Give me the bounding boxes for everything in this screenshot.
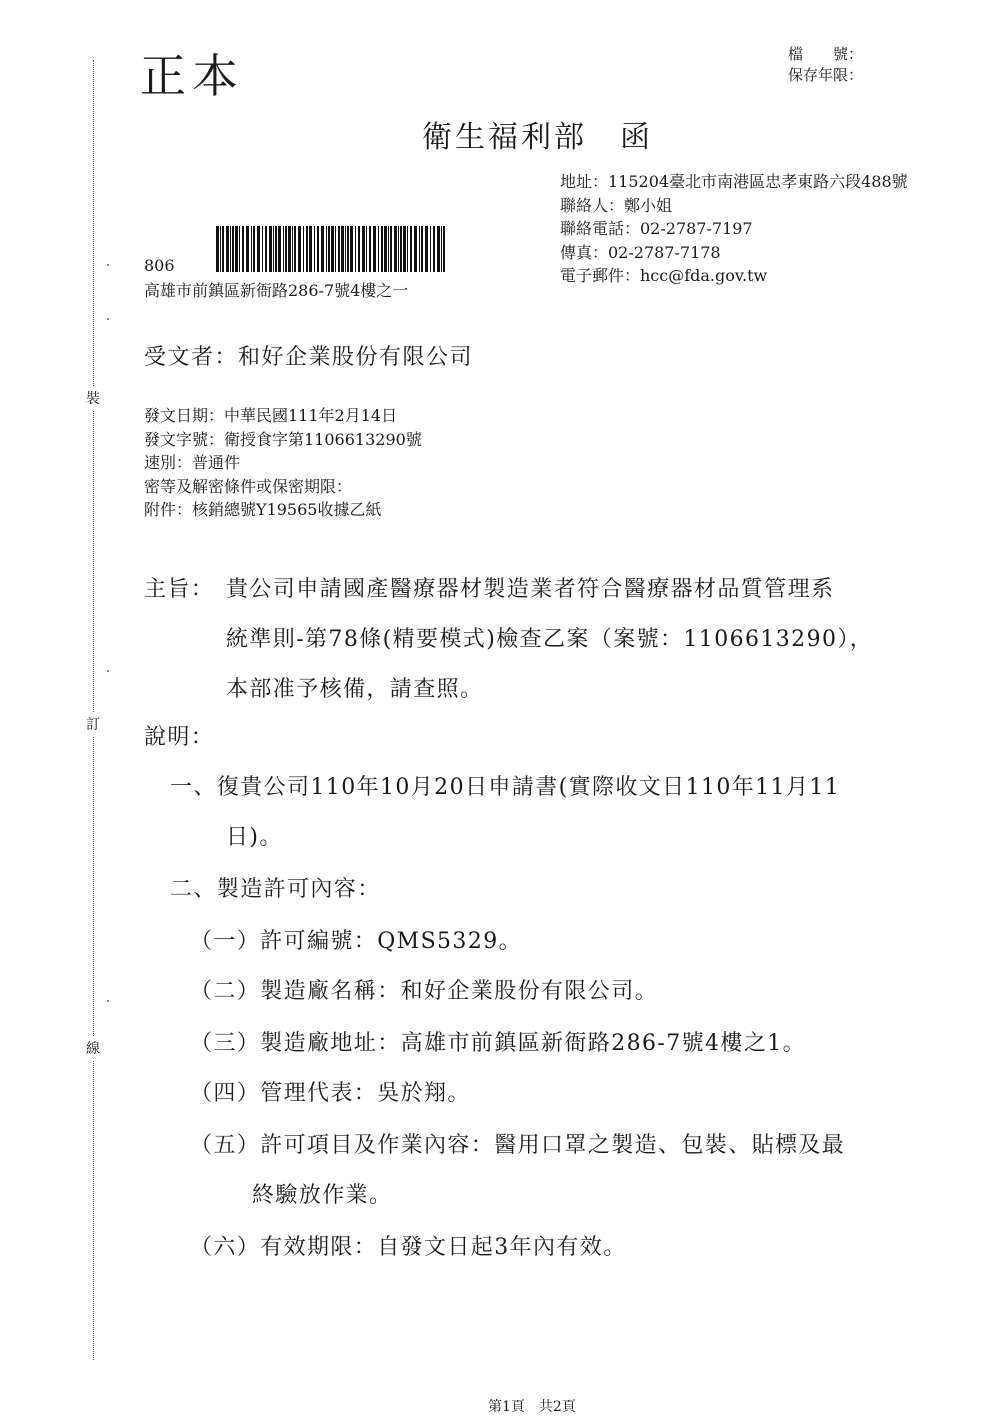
delivery-speed: 速別：普通件 — [144, 453, 241, 472]
binding-mark-top: 裝 — [86, 386, 100, 410]
postal-code: 806 — [144, 256, 175, 275]
margin-dot — [107, 264, 109, 266]
validity-period: （六）有效期限：自發文日起3年內有效。 — [190, 1235, 627, 1260]
sender-email: 電子郵件：hcc@fda.gov.tw — [560, 266, 768, 285]
issue-date: 發文日期：中華民國111年2月14日 — [144, 406, 398, 425]
sender-contact: 聯絡人：鄭小姐 — [560, 195, 673, 215]
binding-dotted-line — [93, 60, 94, 1360]
document-number: 發文字號：衛授食字第1106613290號 — [144, 429, 422, 449]
management-representative: （四）管理代表：吳於翔。 — [190, 1081, 471, 1106]
file-number-label: 檔 號： — [788, 45, 864, 63]
sender-fax: 傳真：02-2787-7178 — [560, 242, 721, 262]
explanation-item-1-cont: 日)。 — [226, 825, 283, 850]
explanation-item-2: 二、製造許可內容： — [170, 877, 381, 902]
document-meta — [144, 404, 422, 522]
explanation-item-1: 一、復貴公司110年10月20日申請書(實際收文日110年11月11 — [170, 775, 841, 800]
factory-address: （三）製造廠地址：高雄市前鎮區新衙路286-7號4樓之1。 — [190, 1031, 807, 1056]
margin-dot — [107, 318, 109, 320]
subject-line: 貴公司申請國產醫療器材製造業者符合醫療器材品質管理系 — [226, 577, 835, 602]
attachment: 附件：核銷總號Y19565收據乙紙 — [144, 500, 382, 519]
explanation-label: 說明： — [144, 725, 215, 750]
subject-line: 本部准予核備，請查照。 — [226, 677, 484, 702]
binding-mark-bottom: 線 — [86, 1036, 100, 1060]
sender-address: 地址：115204臺北市南港區忠孝東路六段488號 — [560, 172, 908, 191]
recipient: 受文者：和好企業股份有限公司 — [144, 345, 474, 370]
sender-phone: 聯絡電話：02-2787-7197 — [560, 219, 753, 238]
subject-label: 主旨： — [144, 577, 215, 602]
margin-dot — [107, 1000, 109, 1002]
permit-number: （一）許可編號：QMS5329。 — [190, 929, 523, 954]
sender-info — [560, 170, 908, 288]
binding-mark-middle: 訂 — [86, 712, 100, 736]
permit-scope: （五）許可項目及作業內容：醫用口罩之製造、包裝、貼標及最 — [190, 1133, 846, 1158]
file-meta — [788, 44, 863, 86]
retention-period-label: 保存年限： — [788, 66, 864, 84]
secrecy-level: 密等及解密條件或保密期限： — [144, 476, 353, 496]
permit-scope-cont: 終驗放作業。 — [252, 1183, 393, 1208]
barcode-image — [216, 226, 448, 272]
margin-dot — [107, 670, 109, 672]
document-title: 衛生福利部 函 — [422, 120, 653, 155]
original-copy-mark: 正本 — [140, 49, 244, 103]
subject-line: 統準則-第78條(精要模式)檢查乙案（案號：1106613290）， — [226, 627, 874, 652]
recipient-address: 高雄市前鎮區新衙路286-7號4樓之一 — [144, 281, 409, 300]
page-number: 第1頁 共2頁 — [488, 1399, 576, 1415]
factory-name: （二）製造廠名稱：和好企業股份有限公司。 — [190, 979, 659, 1004]
